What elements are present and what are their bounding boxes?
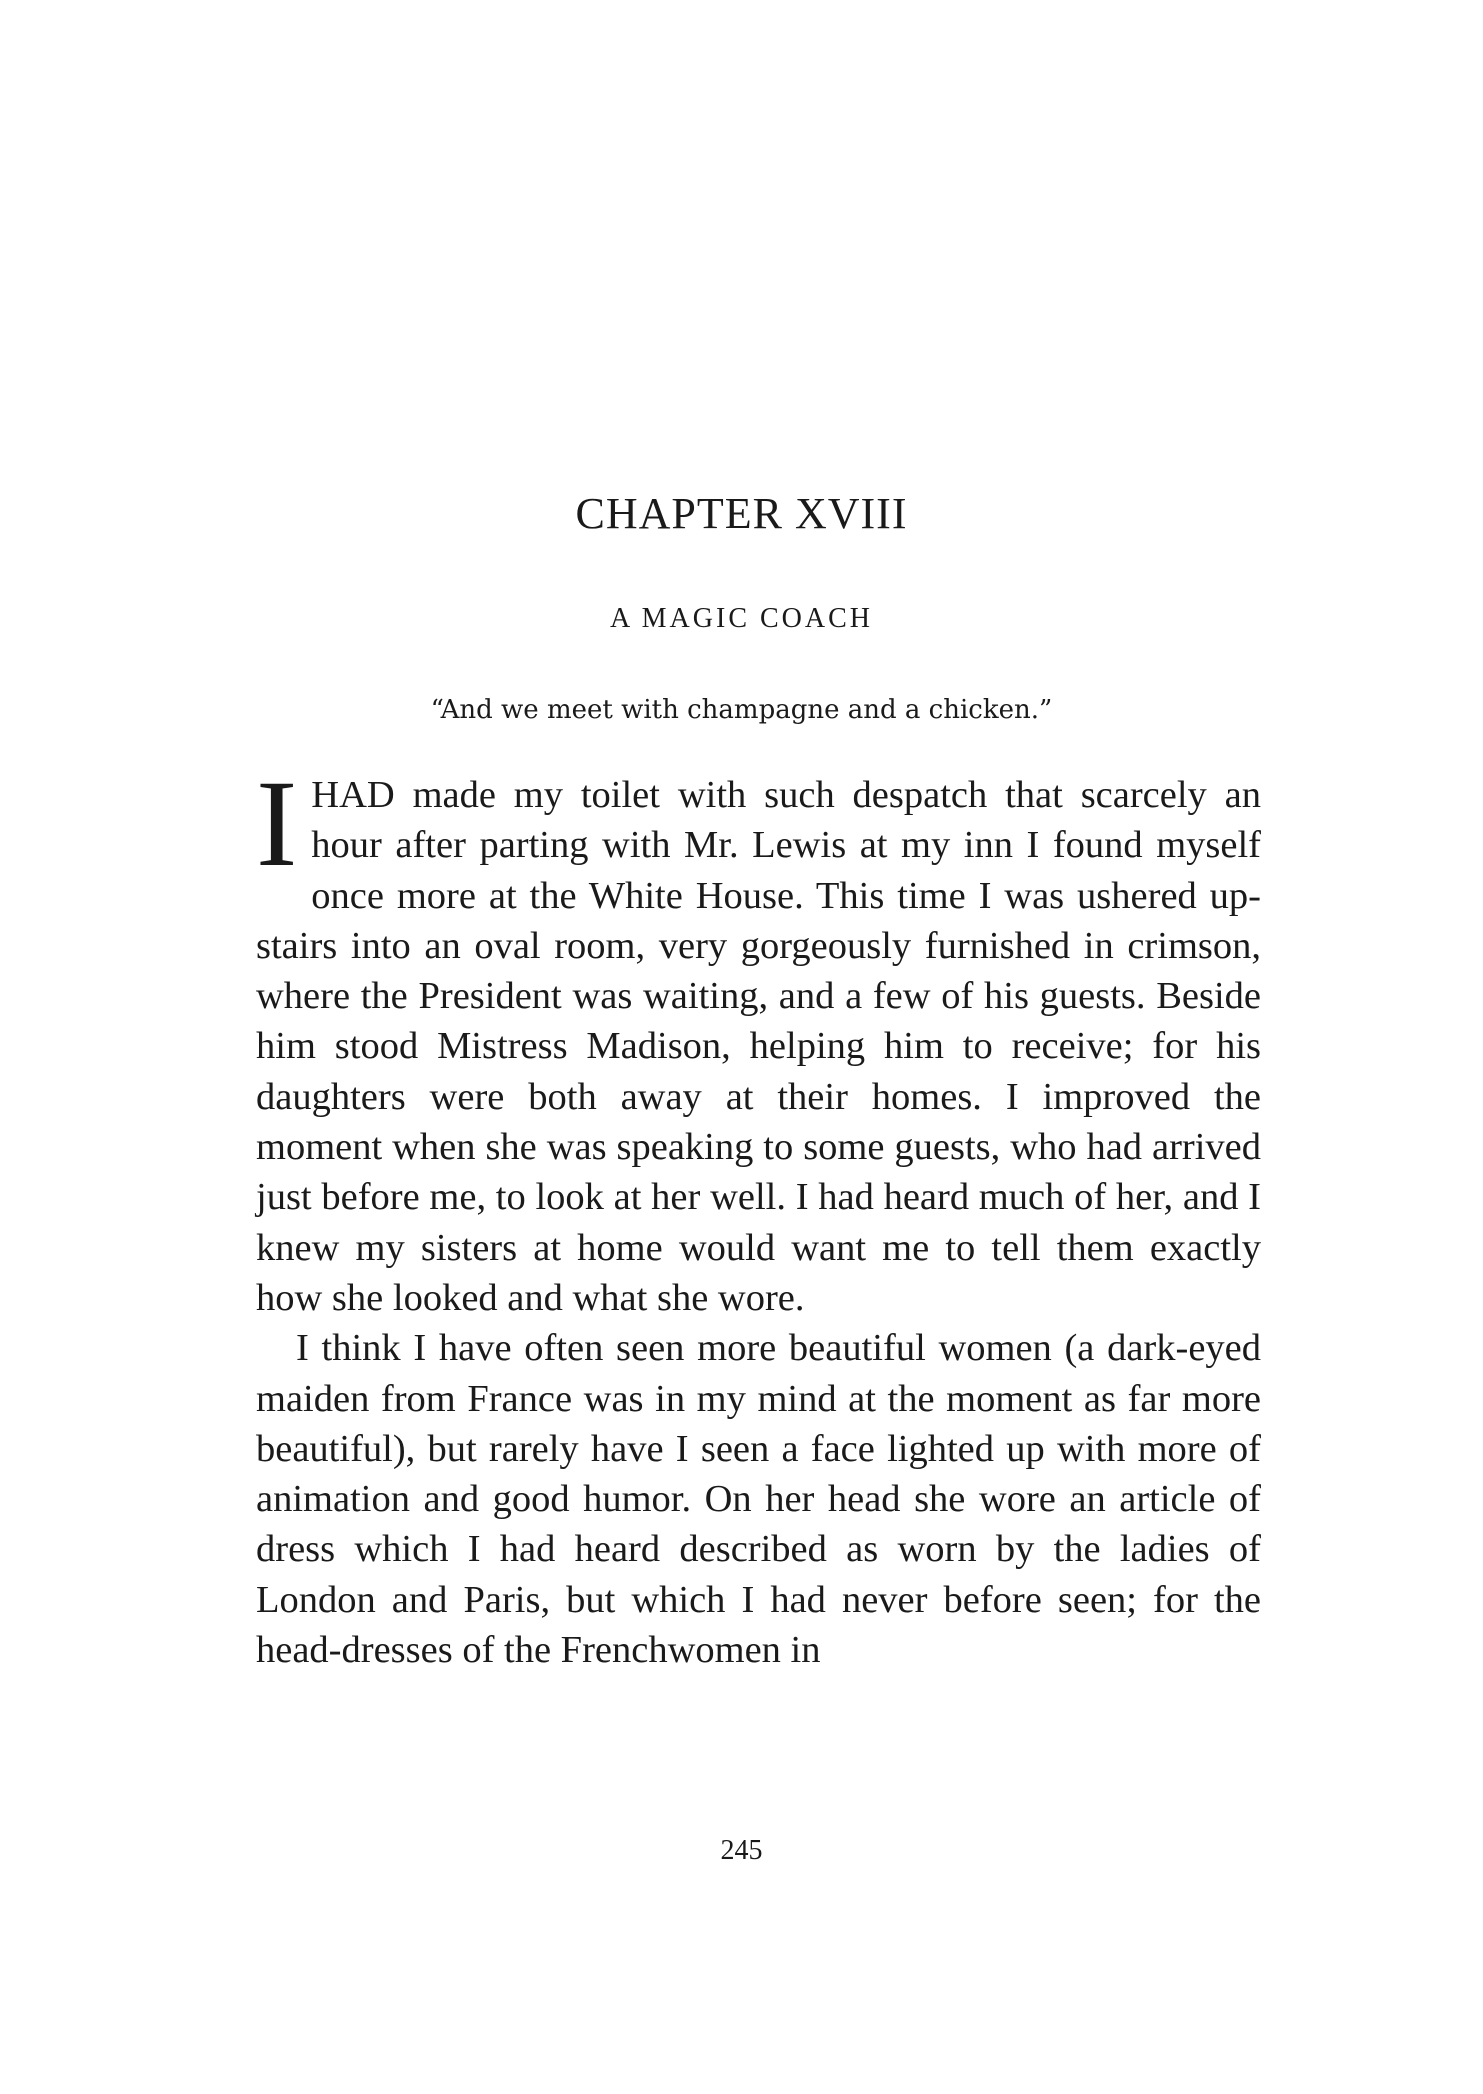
paragraph-2: I think I have often seen more beautiful women (a dark-eyed maiden from France was in my mind at the moment as far more beautiful), but rarely have I seen a face lighted up with more of animation and good humor. On her head she wore an article of dress which I had heard described as worn by the ladies of London and Paris, but which I had never before seen; for the head-dresses of the Frenchwomen in xyxy=(256,1327,1261,1672)
chapter-body xyxy=(256,755,1261,1675)
chapter-number: CHAPTER XVIII xyxy=(575,489,908,538)
paragraph-1 xyxy=(256,755,1261,1323)
epigraph: “And we meet with champagne and a chicken.” xyxy=(430,695,1053,725)
chapter-title: A MAGIC COACH xyxy=(609,603,874,634)
drop-cap: I xyxy=(256,755,298,892)
paragraph-1-text: HAD made my toilet with such despatch that scarcely an hour after parting with Mr. Lewis at my inn I found myself once more at the White House. This time I was ushered up-stairs into an oval room, very gorgeously furnished in crimson, where the President was waiting, and a few of his guests. Beside him stood Mistress Madison, helping him to receive; for his daughters were both away at their homes. I improved the moment when she was speaking to some guests, who had arrived just before me, to look at her well. I had heard much of her, and I knew my sisters at home would want me to tell them exactly how she looked and what she wore. xyxy=(256,774,1261,1319)
page-number: 245 xyxy=(720,1835,763,1866)
